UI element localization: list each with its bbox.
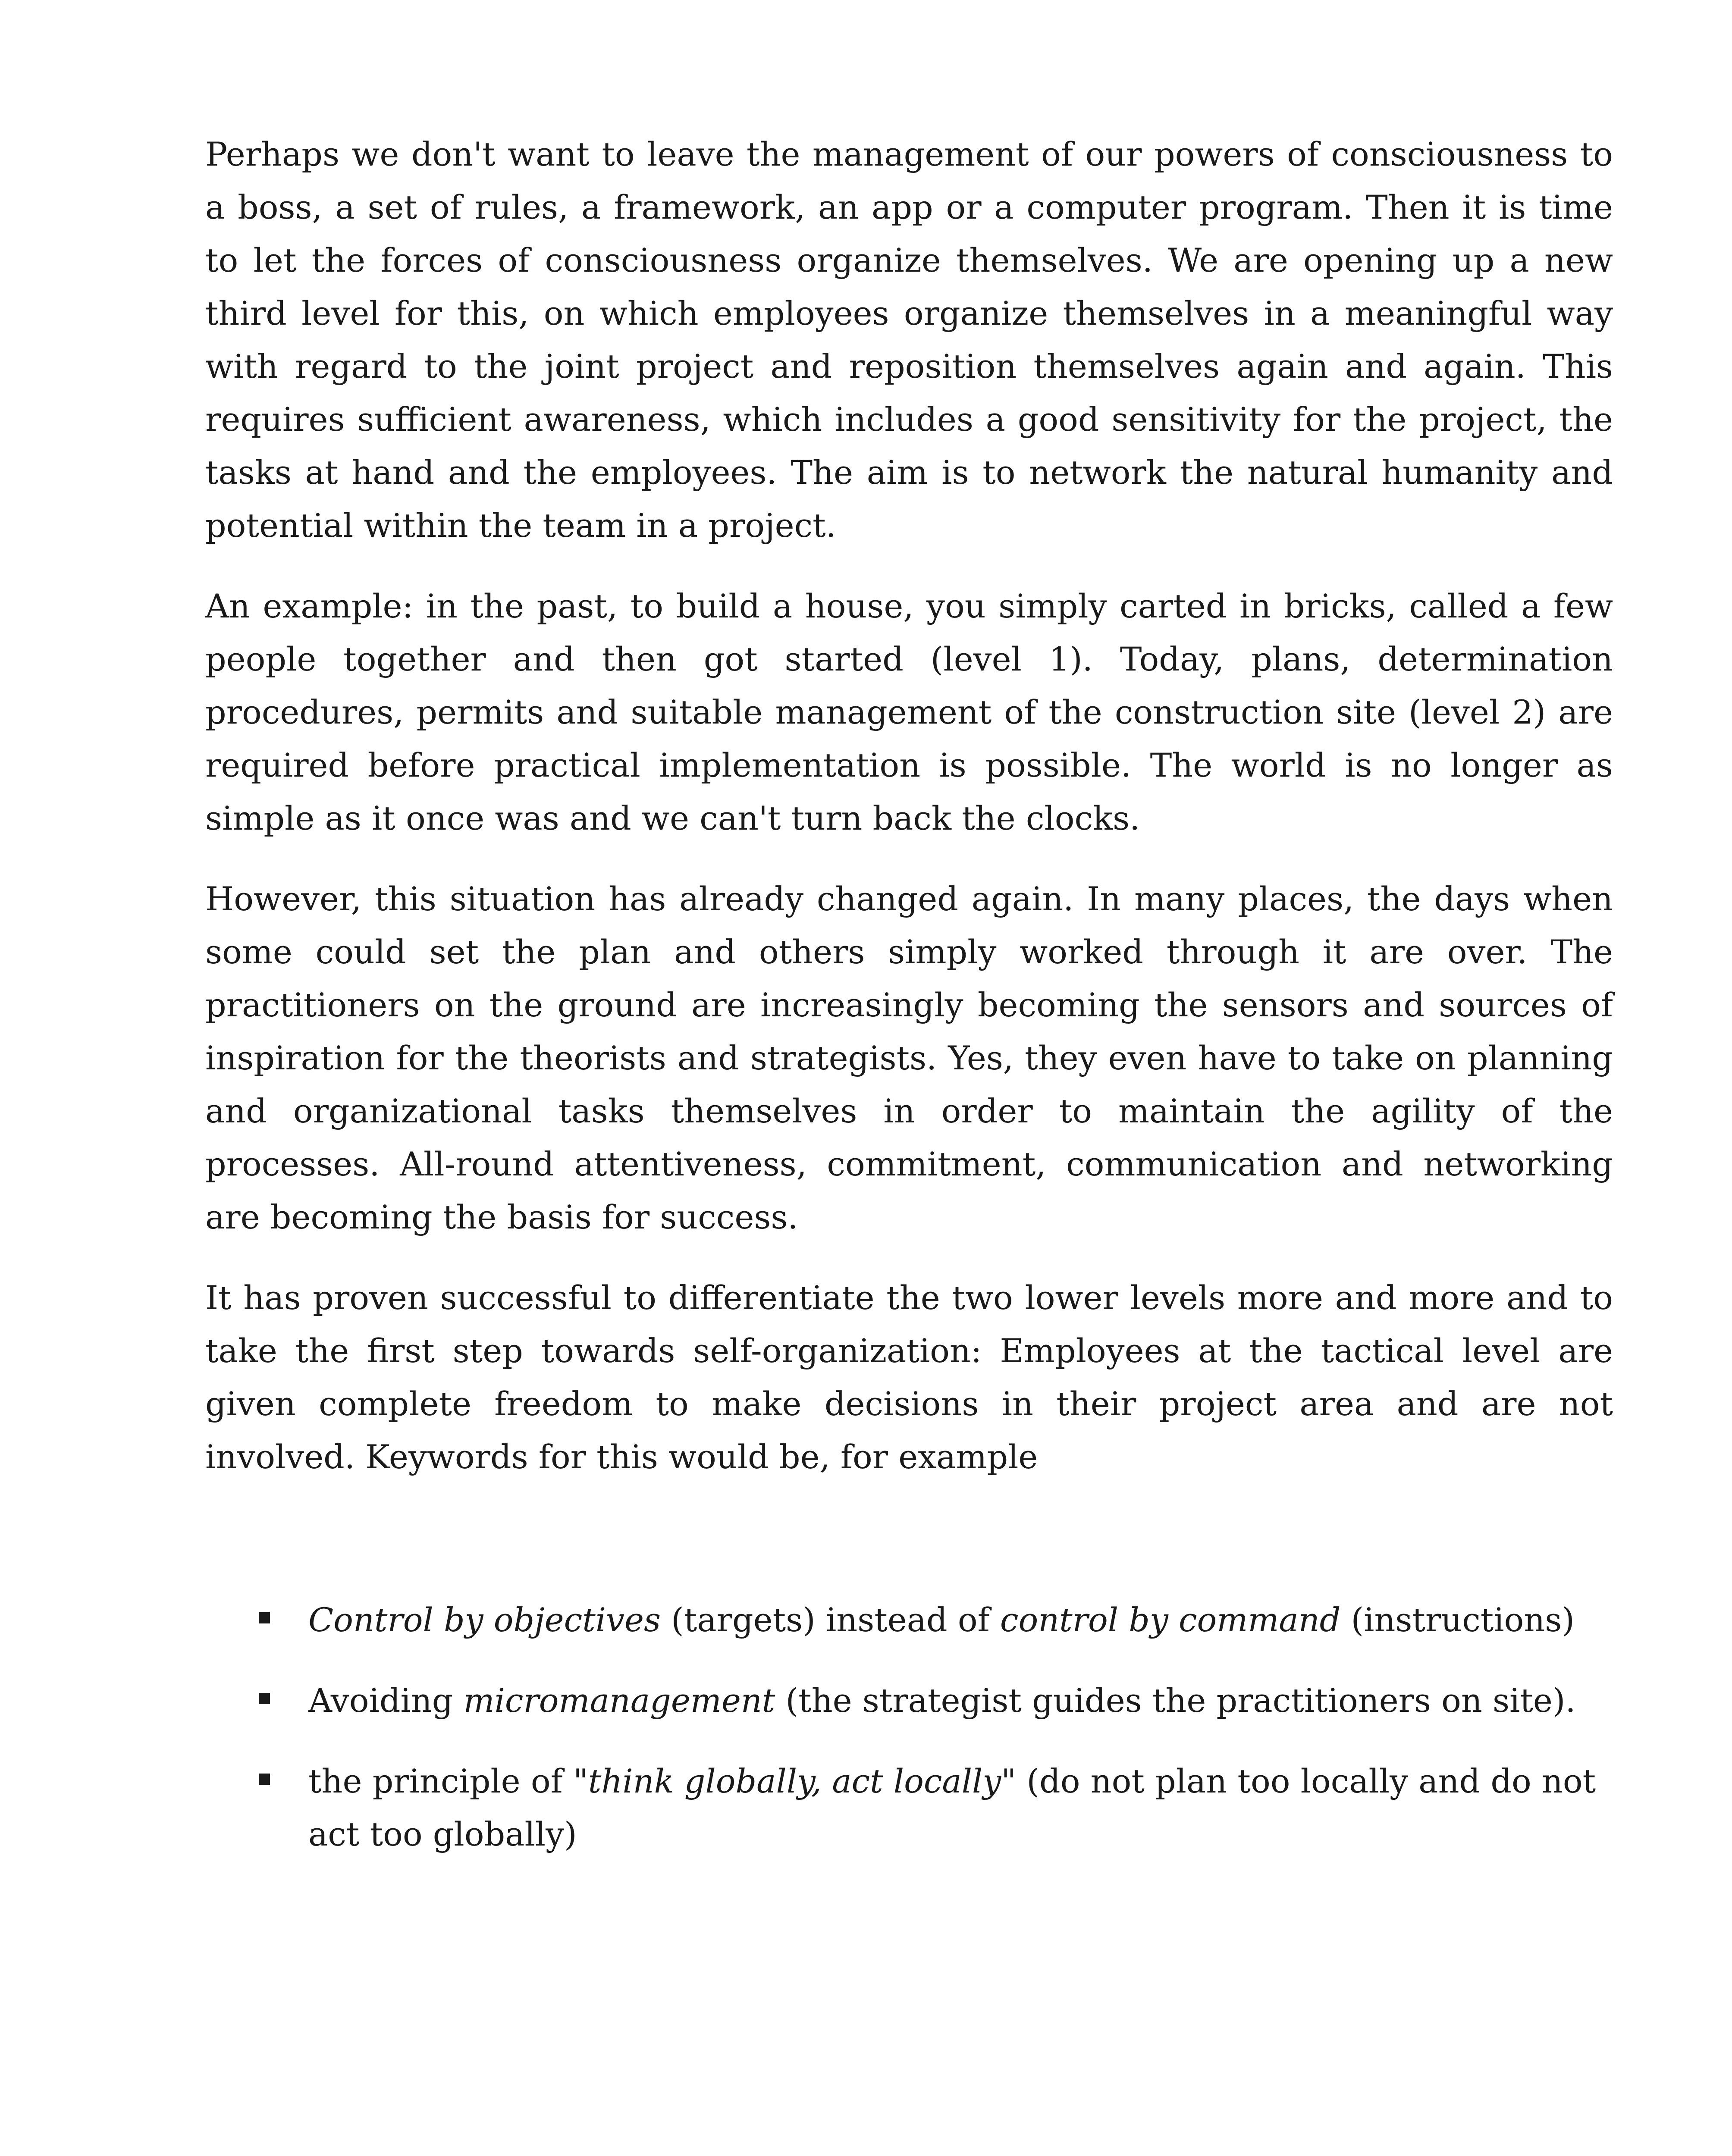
list-item-text: Avoiding bbox=[308, 1681, 464, 1720]
square-bullet-icon bbox=[259, 1612, 270, 1623]
keyword-list bbox=[259, 1593, 1613, 1888]
list-item-text: (targets) instead of bbox=[660, 1601, 1000, 1639]
paragraph-2: An example: in the past, to build a house, you simply carted in bricks, called a few people together and then got started (level 1). Today, plans, determination procedures, permits and suitable management of the construction site (level 2) are required before practical implementation is possible. The world is no longer as simple as it once was and we can't turn back the clocks. bbox=[205, 587, 1613, 837]
paragraph-1: Perhaps we don't want to leave the management of our powers of consciousness to a boss, a set of rules, a framework, an app or a computer program. Then it is time to let the forces of consciousness organize themselves. We are opening up a new third level for this, on which employees organize themselves in a meaningful way with regard to the joint project and reposition themselves again and again. This requires sufficient awareness, which includes a good sensitivity for the project, the tasks at hand and the employees. The aim is to network the natural humanity and potential within the team in a project. bbox=[205, 135, 1613, 545]
list-item-text: (instructions) bbox=[1340, 1601, 1575, 1639]
list-item bbox=[259, 1755, 1613, 1861]
list-item-text: the principle of bbox=[308, 1762, 573, 1800]
paragraph-4: It has proven successful to differentiate the two lower levels more and more and to take the first step towards self-organization: Employees at the tactical level are given complete freedom to make decisions in their project area and are not involved. Keywords for this would be, for example bbox=[205, 1279, 1613, 1476]
list-item-emphasis: micromanagement bbox=[463, 1681, 775, 1720]
paragraph-3: However, this situation has already changed again. In many places, the days when some could set the plan and others simply worked through it are over. The practitioners on the ground are increasingly becoming the sensors and sources of inspiration for the theorists and strategists. Yes, they even have to take on planning and organizational tasks themselves in order to maintain the agility of the processes. All-round attentiveness, commitment, communication and networking are becoming the basis for success. bbox=[205, 880, 1613, 1236]
square-bullet-icon bbox=[259, 1774, 270, 1785]
body-text bbox=[205, 128, 1613, 1511]
list-item bbox=[259, 1593, 1613, 1646]
list-item-emphasis: control by command bbox=[1000, 1601, 1341, 1639]
square-bullet-icon bbox=[259, 1693, 270, 1704]
list-item-emphasis: "think globally, act locally" bbox=[573, 1762, 1017, 1800]
list-item-text: (do not plan too locally and do not act too globally) bbox=[308, 1762, 1596, 1853]
list-item-text: (the strategist guides the practitioners on site). bbox=[775, 1681, 1576, 1720]
list-item bbox=[259, 1674, 1613, 1727]
list-item-emphasis: Control by objectives bbox=[308, 1601, 661, 1639]
